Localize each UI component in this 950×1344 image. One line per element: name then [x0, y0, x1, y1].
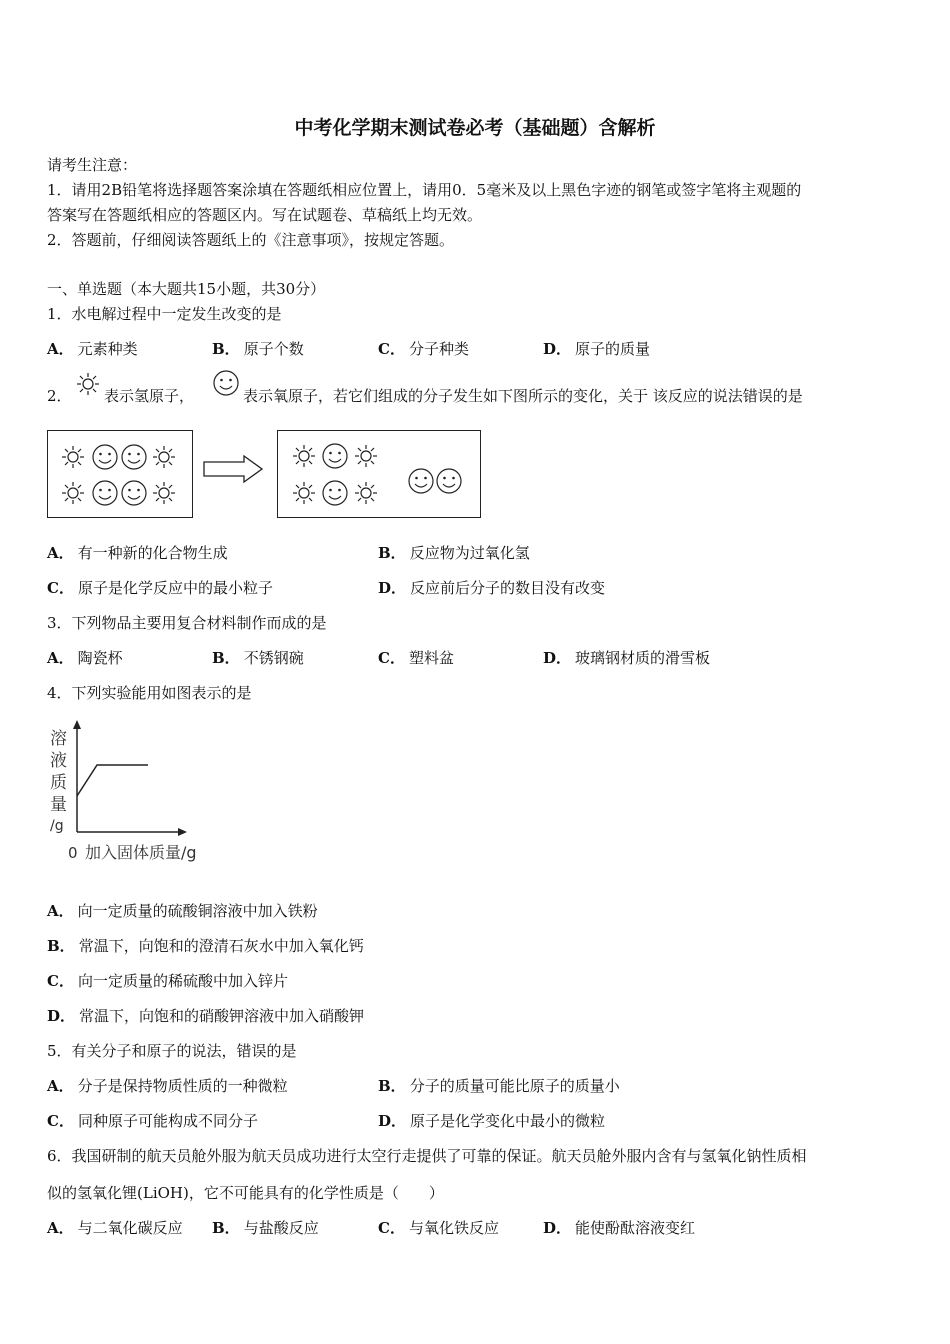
q2-option-d[interactable]: D． 反应前后分子的数目没有改变: [378, 579, 606, 597]
q6-option-d[interactable]: D． 能使酚酞溶液变红: [543, 1219, 696, 1237]
notice-heading: 请考生注意：: [47, 156, 138, 174]
graph-origin: 0: [68, 844, 78, 862]
q1-option-c[interactable]: C． 分子种类: [378, 340, 469, 358]
q4-option-b[interactable]: B． 常温下，向饱和的澄清石灰水中加入氧化钙: [47, 937, 364, 955]
reactant-box: [47, 430, 193, 518]
molecule-h2o-2: [293, 481, 377, 505]
molecule-o2: [409, 469, 461, 493]
question-2-part1: 表示氢原子，: [104, 387, 195, 405]
q5-option-d[interactable]: D． 原子是化学变化中最小的微粒: [378, 1112, 606, 1130]
q3-option-d[interactable]: D． 玻璃钢材质的滑雪板: [543, 649, 711, 667]
q6-option-c[interactable]: C． 与氧化铁反应: [378, 1219, 499, 1237]
q5-option-b[interactable]: B． 分子的质量可能比原子的质量小: [378, 1077, 620, 1095]
q4-option-c[interactable]: C． 向一定质量的稀硫酸中加入锌片: [47, 972, 288, 990]
oxygen-atom-icon: [209, 368, 243, 400]
y-axis-arrow: [73, 720, 81, 729]
molecule-h2o2-2: [62, 481, 175, 505]
q5-option-a[interactable]: A． 分子是保持物质性质的一种微粒: [47, 1077, 288, 1095]
molecule-h2o2-1: [62, 445, 175, 469]
q3-option-a[interactable]: A． 陶瓷杯: [47, 649, 123, 667]
q2-option-a[interactable]: A． 有一种新的化合物生成: [47, 544, 228, 562]
q2-option-b[interactable]: B． 反应物为过氧化氢: [378, 544, 530, 562]
question-3-stem: 3．下列物品主要用复合材料制作而成的是: [47, 614, 327, 632]
notice-line-2: 2．答题前，仔细阅读答题纸上的《注意事项》，按规定答题。: [47, 231, 455, 249]
graph-ylabel: [50, 729, 67, 834]
graph-xlabel: 加入固体质量/g: [85, 843, 197, 862]
section-heading: 一、单选题（本大题共15小题，共30分）: [47, 280, 326, 298]
ylabel-char-4: 量: [50, 795, 67, 815]
product-box: [277, 430, 481, 518]
q1-option-a[interactable]: A． 元素种类: [47, 340, 138, 358]
page-title: 中考化学期末测试卷必考（基础题）含解析: [294, 117, 656, 139]
question-2-part2: 表示氧原子，若它们组成的分子发生如下图所示的变化，关于 该反应的说法错误的是: [243, 387, 803, 405]
product-molecules: [278, 431, 480, 517]
question-6-line-2: 似的氢氧化锂(LiOH)，它不可能具有的化学性质是（ ）: [47, 1184, 444, 1202]
ylabel-char-3: 质: [50, 773, 67, 793]
reaction-arrow-icon: [202, 453, 266, 485]
molecule-h2o-1: [293, 444, 377, 468]
ylabel-char-1: 溶: [50, 729, 67, 749]
q6-option-b[interactable]: B． 与盐酸反应: [212, 1219, 319, 1237]
notice-line-1b: 答案写在答题纸相应的答题区内。写在试题卷、草稿纸上均无效。: [47, 206, 483, 224]
notice-line-1a: 1．请用2B铅笔将选择题答案涂填在答题纸相应位置上，请用0．5毫米及以上黑色字迹的钢笔或签字笔将主观题的: [47, 181, 802, 199]
question-2-num: 2．: [47, 387, 72, 405]
question-5-stem: 5．有关分子和原子的说法，错误的是: [47, 1042, 297, 1060]
q2-option-c[interactable]: C． 原子是化学反应中的最小粒子: [47, 579, 273, 597]
q1-option-b[interactable]: B． 原子个数: [212, 340, 304, 358]
q3-option-c[interactable]: C． 塑料盆: [378, 649, 454, 667]
q1-option-d[interactable]: D． 原子的质量: [543, 340, 651, 358]
graph-curve: [77, 765, 148, 796]
q5-option-c[interactable]: C． 同种原子可能构成不同分子: [47, 1112, 258, 1130]
ylabel-char-5: /g: [50, 818, 64, 834]
ylabel-char-2: 液: [50, 751, 67, 771]
solution-mass-graph: [44, 716, 214, 866]
question-1-stem: 1．水电解过程中一定发生改变的是: [47, 305, 282, 323]
hydrogen-atom-icon: [72, 370, 104, 400]
q3-option-b[interactable]: B． 不锈钢碗: [212, 649, 304, 667]
reactant-molecules: [48, 431, 192, 517]
q4-option-a[interactable]: A． 向一定质量的硫酸铜溶液中加入铁粉: [47, 902, 318, 920]
x-axis-arrow: [178, 828, 187, 836]
question-4-stem: 4．下列实验能用如图表示的是: [47, 684, 252, 702]
q6-option-a[interactable]: A． 与二氧化碳反应: [47, 1219, 183, 1237]
q4-option-d[interactable]: D． 常温下，向饱和的硝酸钾溶液中加入硝酸钾: [47, 1007, 365, 1025]
question-6-line-1: 6．我国研制的航天员舱外服为航天员成功进行太空行走提供了可靠的保证。航天员舱外服内含有与氢氧化钠性质相: [47, 1147, 807, 1165]
